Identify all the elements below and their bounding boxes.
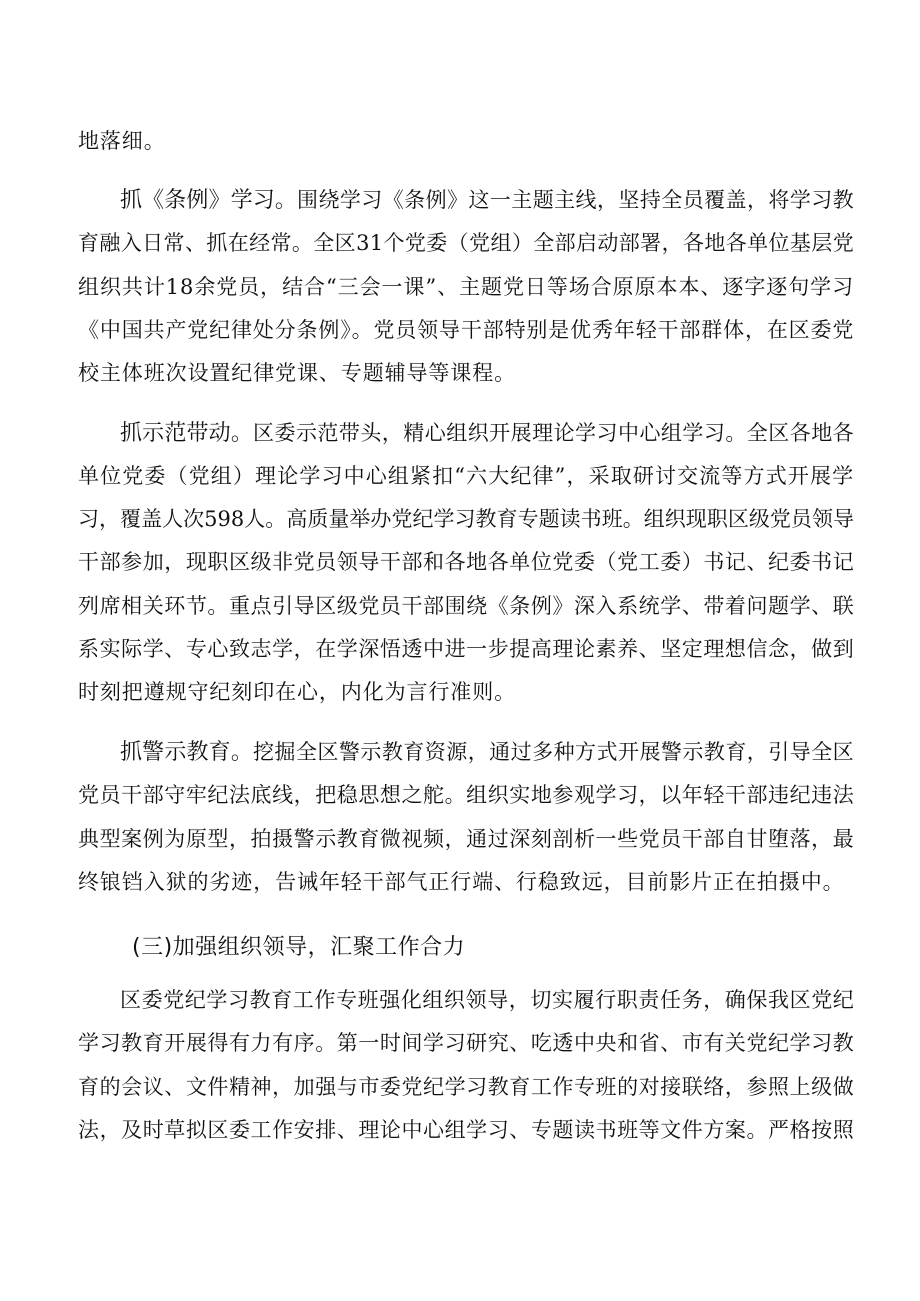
body-line: 党员干部守牢纪法底线，把稳思想之舵。组织实地参观学习，以年轻干部违纪违法 [78,783,854,807]
body-line: 典型案例为原型，拍摄警示教育微视频，通过深刻剖析一些党员干部自甘堕落，最 [78,827,854,851]
paragraph-first-line [120,186,854,215]
section-heading: (三)加强组织领导，汇聚工作合力 [132,935,466,960]
paragraph-lead-title: 抓警示教育。 [120,740,254,765]
paragraph-first-line [120,419,854,448]
paragraph-lead-title: 抓示范带动。 [120,421,254,446]
body-line: 育的会议、文件精神，加强与市委党纪学习教育工作专班的对接联络，参照上级做 [78,1075,854,1099]
body-line: 地落细。 [78,129,166,153]
body-line-text: 挖掘全区警示教育资源，通过多种方式开展警示教育，引导全区 [253,740,854,764]
body-line: 干部参加，现职区级非党员领导干部和各地各单位党委（党工委）书记、纪委书记 [78,550,854,574]
body-line: 单位党委（党组）理论学习中心组紧扣“六大纪律”，采取研讨交流等方式开展学 [78,464,854,488]
body-line: 校主体班次设置纪律党课、专题辅导等课程。 [78,361,516,385]
body-line: 习，覆盖人次598人。高质量举办党纪学习教育专题读书班。组织现职区级党员领导 [78,507,854,531]
body-line: 列席相关环节。重点引导区级党员干部围绕《条例》深入系统学、带着问题学、联 [78,594,854,618]
body-line: 组织共计18余党员，结合“三会一课”、主题党日等场合原原本本、逐字逐句学习 [78,275,854,299]
paragraph-first-line [120,738,854,767]
body-line: 系实际学、专心致志学，在学深悟透中进一步提高理论素养、坚定理想信念，做到 [78,637,854,661]
body-line: 终锒铛入狱的劣迹，告诫年轻干部气正行端、行稳致远，目前影片正在拍摄中。 [78,870,845,894]
body-line: 学习教育开展得有力有序。第一时间学习研究、吃透中央和省、市有关党纪学习教 [78,1031,854,1055]
body-line: 区委党纪学习教育工作专班强化组织领导，切实履行职责任务，确保我区党纪 [120,988,855,1012]
body-line-text: 围绕学习《条例》这一主题主线，坚持全员覆盖，将学习教 [297,188,854,212]
body-line: 育融入日常、抓在经常。全区31个党委（党组）全部启动部署，各地各单位基层党 [78,231,854,255]
paragraph-lead-title: 抓《条例》学习。 [120,188,298,213]
body-line: 《中国共产党纪律处分条例》。党员领导干部特别是优秀年轻干部群体，在区委党 [78,318,854,342]
body-line: 法，及时草拟区委工作安排、理论中心组学习、专题读书班等文件方案。严格按照 [78,1118,854,1142]
body-line-text: 区委示范带头，精心组织开展理论学习中心组学习。全区各地各 [253,421,854,445]
body-line: 时刻把遵规守纪刻印在心，内化为言行准则。 [78,680,516,704]
